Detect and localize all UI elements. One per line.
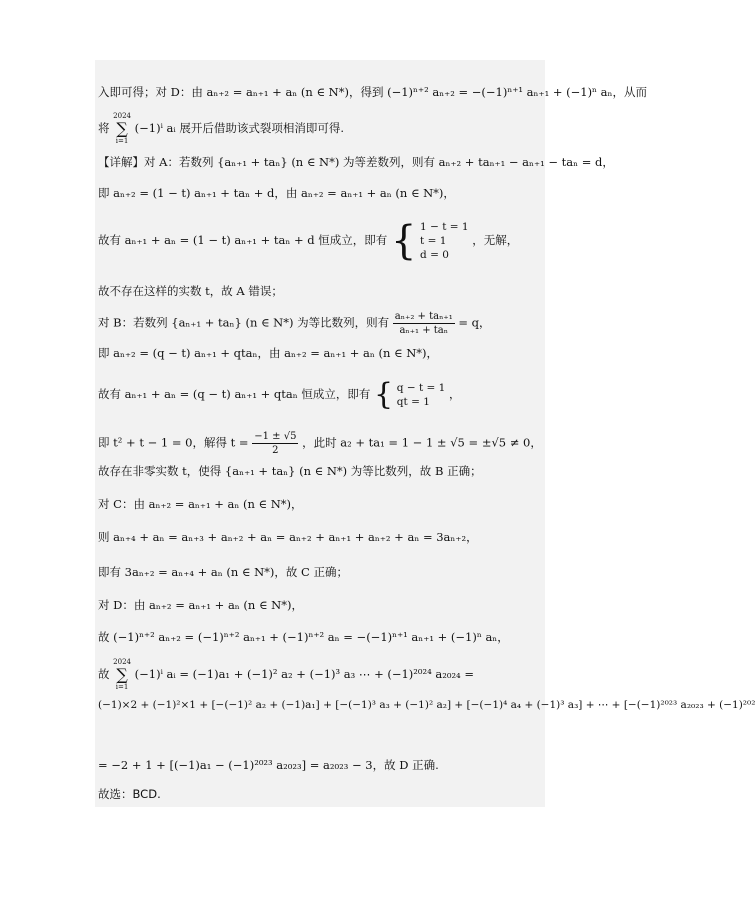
line-a-conclusion: 故不存在这样的实数 t，故 A 错误； <box>98 284 283 298</box>
line-d-expand: (−1)×2 + (−1)²×1 + [−(−1)² a₂ + (−1)a₁] + [−(−1)³ a₃ + (−1)² a₂] + [−(−1)⁴ a₄ + (−1)³ a₃] + ⋯ + [−(−1)²⁰²³ a₂₀₂₃ + (−1)²⁰² <box>98 699 755 711</box>
line-d-identity: 故 (−1)ⁿ⁺² aₙ₊₂ = (−1)ⁿ⁺² aₙ₊₁ + (−1)ⁿ⁺² aₙ = −(−1)ⁿ⁺¹ aₙ₊₁ + (−1)ⁿ aₙ， <box>98 630 509 644</box>
line-d-given: 对 D：由 aₙ₊₂ = aₙ₊₁ + aₙ (n ∈ N*)， <box>98 598 303 612</box>
line-c-conclusion: 即有 3aₙ₊₂ = aₙ₊₄ + aₙ (n ∈ N*)，故 C 正确； <box>98 565 349 579</box>
system-b: q − t = 1 qt = 1 <box>396 382 446 408</box>
line-intro-d: 入即可得；对 D：由 aₙ₊₂ = aₙ₊₁ + aₙ (n ∈ N*)，得到 (−1)ⁿ⁺² aₙ₊₂ = −(−1)ⁿ⁺¹ aₙ₊₁ + (−1)ⁿ aₙ，从而 <box>98 85 648 99</box>
line-d-sum: 故 2024 ∑ i=1 (−1)ⁱ aᵢ = (−1)a₁ + (−1)² a₂ + (−1)³ a₃ ⋯ + (−1)²⁰²⁴ a₂₀₂₄ = <box>98 658 474 691</box>
line-b-solve: 即 t² + t − 1 = 0，解得 t = $\frac{-1 \pm √5}{2}$ ，此时 a₂ + ta₁ = 1 − 1 ± √5 = ±√5 ≠ 0， <box>98 431 542 456</box>
sum-symbol: 2024 ∑ i=1 <box>113 112 131 145</box>
fraction-t: $\frac{-1 \pm √5}{2}$ <box>254 431 297 456</box>
solution-panel <box>95 60 755 807</box>
line-c-derive: 则 aₙ₊₄ + aₙ = aₙ₊₃ + aₙ₊₂ + aₙ = aₙ₊₂ + aₙ₊₁ + aₙ₊₂ + aₙ = 3aₙ₊₂， <box>98 530 478 544</box>
system-a: 1 − t = 1 t = 1 d = 0 <box>420 221 469 261</box>
line-b-conclusion: 故存在非零实数 t，使得 {aₙ₊₁ + taₙ} (n ∈ N*) 为等比数列，故 B 正确； <box>98 464 482 478</box>
line-b-system: 故有 aₙ₊₁ + aₙ = (q − t) aₙ₊₁ + qtaₙ 恒成立，即有 { q − t = 1 qt = 1 ， <box>98 377 461 412</box>
line-a-system: 故有 aₙ₊₁ + aₙ = (1 − t) aₙ₊₁ + taₙ + d 恒成立，即有 { 1 − t = 1 t = 1 d = 0 ，无解， <box>98 218 519 264</box>
line-sum-note: 将 2024 ∑ i=1 (−1)ⁱ aᵢ 展开后借助该式裂项相消即可得. <box>98 112 345 145</box>
fraction-ratio: $\frac{\text{aₙ₊₂ + taₙ₊₁}}{\text{aₙ₊₁ + taₙ}}$ <box>394 311 453 336</box>
line-c-given: 对 C：由 aₙ₊₂ = aₙ₊₁ + aₙ (n ∈ N*)， <box>98 497 303 511</box>
line-d-result: = −2 + 1 + [(−1)a₁ − (−1)²⁰²³ a₂₀₂₃] = a₂₀₂₃ − 3，故 D 正确. <box>98 758 439 772</box>
sum-symbol: 2024 ∑ i=1 <box>113 658 131 691</box>
line-a-rearrange: 即 aₙ₊₂ = (1 − t) aₙ₊₁ + taₙ + d，由 aₙ₊₂ = aₙ₊₁ + aₙ (n ∈ N*)， <box>98 186 455 200</box>
line-detail-a: 【详解】对 A：若数列 {aₙ₊₁ + taₙ} (n ∈ N*) 为等差数列，则有 aₙ₊₂ + taₙ₊₁ − aₙ₊₁ − taₙ = d， <box>98 155 614 169</box>
line-b-setup: 对 B：若数列 {aₙ₊₁ + taₙ} (n ∈ N*) 为等比数列，则有 $\frac{\text{aₙ₊₂ + taₙ₊₁}}{\text{aₙ₊₁ + taₙ}}$ = q， <box>98 311 491 336</box>
line-b-rearrange: 即 aₙ₊₂ = (q − t) aₙ₊₁ + qtaₙ，由 aₙ₊₂ = aₙ₊₁ + aₙ (n ∈ N*)， <box>98 346 439 360</box>
line-answer: 故选：BCD. <box>98 787 161 801</box>
